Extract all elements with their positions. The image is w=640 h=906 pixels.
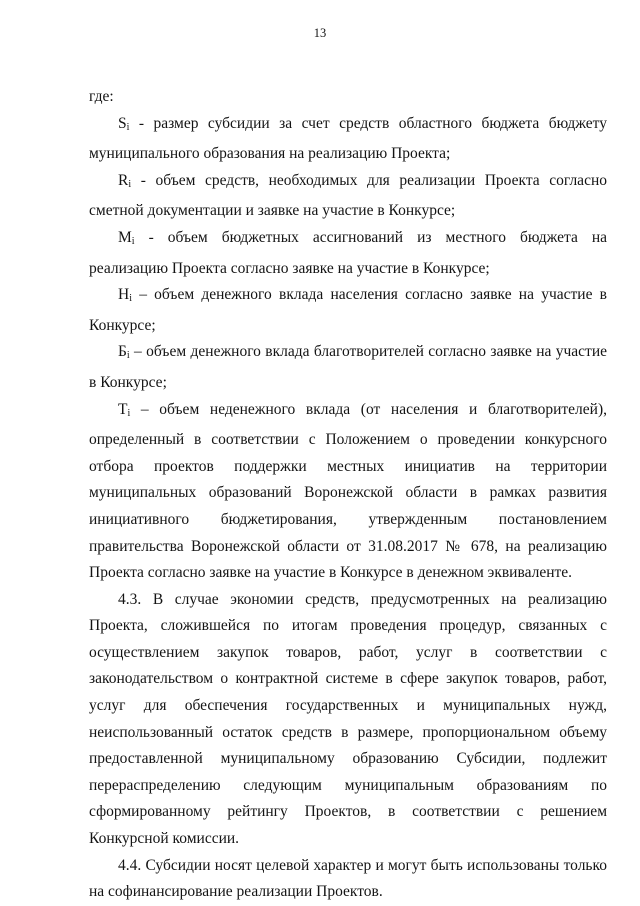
definition-text: - объем средств, необходимых для реализации Проекта согласно сметной документации и заявке на участие в Конкурсе; (89, 171, 607, 220)
definition-symbol: M (118, 228, 132, 246)
definition-b (89, 339, 607, 396)
definition-text: - объем бюджетных ассигнований из местного бюджета на реализацию Проекта согласно заявке на участие в Конкурсе; (89, 228, 607, 277)
definition-m (89, 225, 607, 282)
definition-s (89, 111, 607, 168)
page-number: 13 (313, 26, 327, 40)
definition-text: – объем денежного вклада благотворителей согласно заявке на участие в Конкурсе; (89, 343, 607, 391)
definition-r (89, 168, 607, 225)
definition-subscript: i (127, 407, 131, 419)
where-intro: где: (89, 88, 114, 105)
definition-text: – объем денежного вклада населения согласно заявке на участие в Конкурсе; (89, 286, 607, 334)
paragraph-4-3: 4.3. В случае экономии средств, предусмотренных на реализацию Проекта, сложившейся по итогам проведения процедур, связанных с осуществлением закупок товаров, работ, услуг в соответствии с законодательством о контрактной системе в сфере закупок товаров, работ, услуг для обеспечения государственных и муниципальных нужд, неиспользованный остаток средств в размере, пропорциональном объему предоставленной муниципальному образованию Субсидии, подлежит перераспределению следующим муниципальным образованиям по сформированному рейтингу Проектов, в соответствии с решением Конкурсной комиссии. (89, 590, 607, 848)
definition-symbol: Т (118, 400, 128, 418)
definition-symbol: S (118, 114, 127, 132)
definition-subscript: i (128, 178, 132, 190)
document-body (89, 84, 607, 906)
definition-symbol: R (118, 171, 129, 189)
definition-text: - размер субсидии за счет средств областного бюджета бюджету муниципального образования на реализацию Проекта; (89, 114, 607, 163)
definition-subscript: i (129, 293, 132, 305)
definition-symbol: Н (118, 286, 130, 304)
definition-n (89, 282, 607, 339)
paragraph-4-4: 4.4. Субсидии носят целевой характер и могут быть использованы только на софинансирование реализации Проектов. (89, 856, 607, 901)
definition-subscript: i (126, 350, 130, 362)
definition-subscript: i (126, 121, 130, 133)
definition-symbol: Б (118, 343, 127, 361)
definition-text: – объем неденежного вклада (от населения и благотворителей), определенный в соответствии с Положением о проведении конкурсного отбора проектов поддержки местных инициатив на территории муниципальных образований Воронежской области в рамках развития инициативного бюджетирования, утвержденным постановлением правительства Воронежской области от 31.08.2017 № 678, на реализацию Проекта согласно заявке на участие в Конкурсе в денежном эквиваленте. (89, 400, 607, 582)
definition-subscript: i (131, 235, 135, 247)
definition-t (89, 397, 607, 587)
